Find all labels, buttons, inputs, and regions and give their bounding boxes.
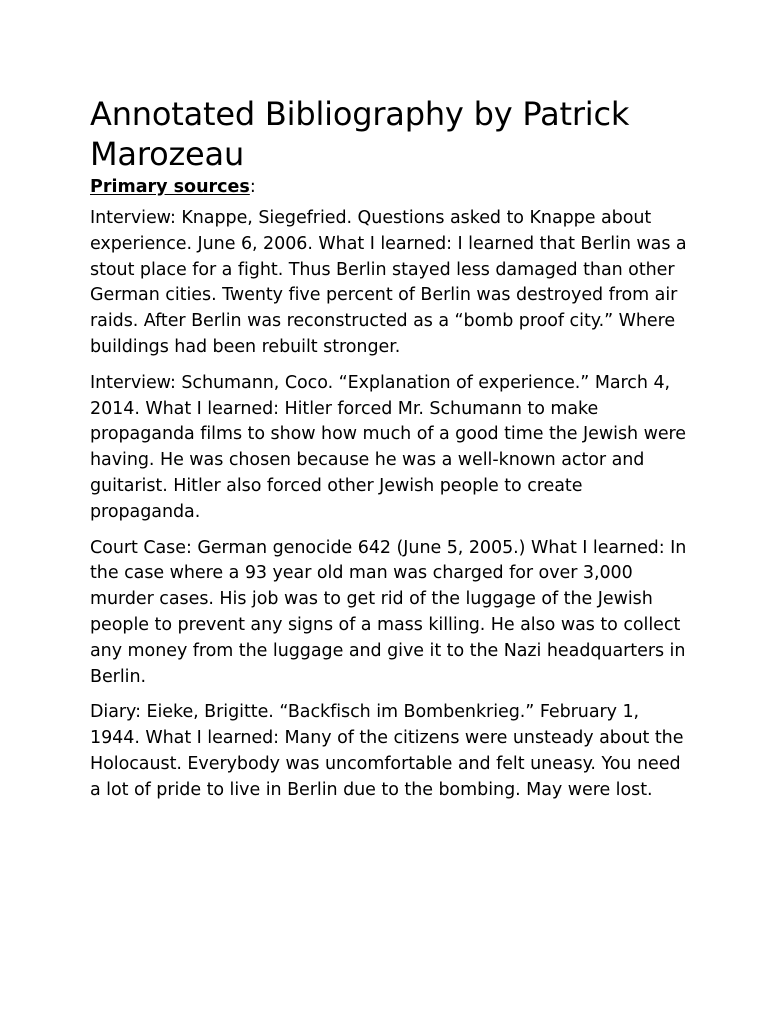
section-heading-label: Primary sources xyxy=(90,177,250,197)
document-page xyxy=(90,94,690,814)
bibliography-entry-schumann: Interview: Schumann, Coco. “Explanation of experience.” March 4, 2014. What I learned: Hitler forced Mr. Schumann to make propaganda films to show how much of a good time the Jewish were having. He was chosen because he was a well-known actor and guitarist. Hitler also forced other Jewish people to create propaganda. xyxy=(90,372,687,522)
section-heading-primary-sources xyxy=(90,174,690,200)
section-heading-colon: : xyxy=(249,177,256,197)
document-title: Annotated Bibliography by Patrick Marozeau xyxy=(90,95,630,173)
bibliography-entry-court-case: Court Case: German genocide 642 (June 5, 2005.) What I learned: In the case where a 93 year old man was charged for over 3,000 murder cases. His job was to get rid of the luggage of the Jewish people to prevent any signs of a mass killing. He also was to collect any money from the luggage and give it to the Nazi headquarters in Berlin. xyxy=(90,537,687,687)
bibliography-entry-eieke-diary: Diary: Eieke, Brigitte. “Backfisch im Bombenkrieg.” February 1, 1944. What I learned: Many of the citizens were unsteady about the Holocaust. Everybody was uncomfortable and felt uneasy. You need a lot of pride to live in Berlin due to the bombing. May were lost. xyxy=(90,702,684,800)
bibliography-entry-knappe: Interview: Knappe, Siegefried. Questions asked to Knappe about experience. June 6, 2006. What I learned: I learned that Berlin was a stout place for a fight. Thus Berlin stayed less damaged than other German cities. Twenty five percent of Berlin was destroyed from air raids. After Berlin was reconstructed as a “bomb proof city.” Where buildings had been rebuilt stronger. xyxy=(90,208,687,357)
